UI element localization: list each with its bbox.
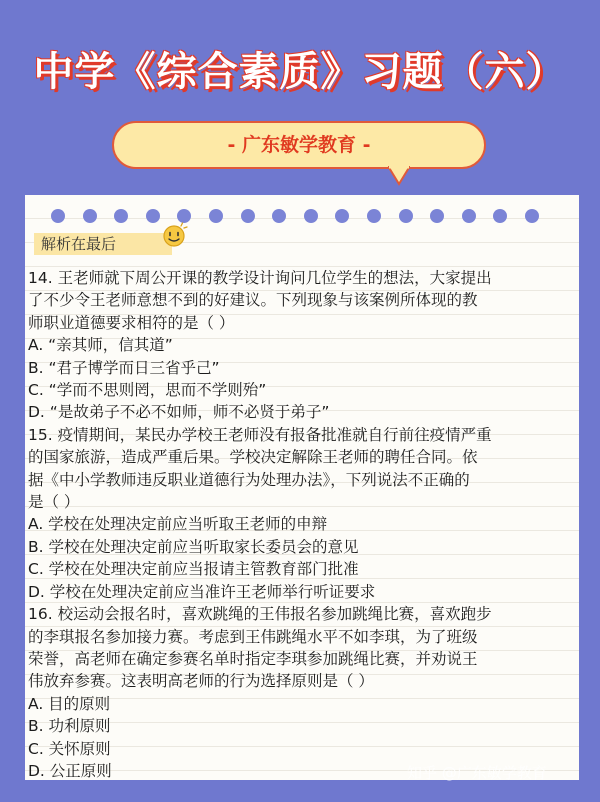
page-title: 中学《综合素质》习题（六） [33, 49, 567, 95]
decor-dot [241, 209, 255, 223]
question-stem-line: 是（ ） [28, 493, 80, 512]
decor-dot [272, 209, 286, 223]
question-stem-line: 的国家旅游，造成严重后果。学校决定解除王老师的聘任合同。依 [28, 448, 478, 467]
answer-option: A. “亲其师，信其道” [28, 336, 173, 355]
answer-option: C. 学校在处理决定前应当报请主管教育部门批准 [28, 560, 359, 579]
decor-dot [209, 209, 223, 223]
question-stem-line: 伟放弃参赛。这表明高老师的行为选择原则是（ ） [28, 672, 374, 691]
decor-dot [399, 209, 413, 223]
decor-dot [525, 209, 539, 223]
answer-option: D. 学校在处理决定前应当准许王老师举行听证要求 [28, 582, 376, 601]
decor-dot [462, 209, 476, 223]
question-stem-line: 的李琪报名参加接力赛。考虑到王伟跳绳水平不如李琪，为了班级 [28, 627, 478, 646]
question-stem-line: 15. 疫情期间，某民办学校王老师没有报备批准就自行前往疫情严重 [28, 425, 492, 444]
answer-option: D. 公正原则 [28, 761, 112, 780]
answer-option: A. 学校在处理决定前应当听取王老师的申辩 [28, 515, 328, 534]
dot-row [51, 209, 551, 223]
question-stem-line: 14. 王老师就下周公开课的教学设计询问几位学生的想法，大家提出 [28, 269, 492, 287]
decor-dot [367, 209, 381, 223]
question-stem-line: 16. 校运动会报名时，喜欢跳绳的王伟报名参加跳绳比赛，喜欢跑步 [28, 605, 492, 624]
question-stem-line: 据《中小学教师违反职业道德行为处理办法》，下列说法不正确的 [28, 470, 470, 489]
question-stem-line: 了不少令王老师意想不到的好建议。下列现象与该案例所体现的教 [28, 291, 478, 310]
answer-option: B. 功利原则 [28, 717, 111, 736]
watermark-text: 知乎 @广东敏学教育 [407, 764, 547, 782]
answer-option: B. 学校在处理决定前应当听取家长委员会的意见 [28, 537, 359, 556]
question-stem-line: 师职业道德要求相符的是（ ） [28, 313, 235, 332]
answer-note-tag: 解析在最后 [34, 233, 172, 255]
question-card [25, 195, 579, 780]
answer-option: C. “学而不思则罔，思而不学则殆” [28, 381, 267, 400]
smiley-icon [159, 221, 189, 251]
decor-dot [83, 209, 97, 223]
decor-dot [335, 209, 349, 223]
brand-banner: - 广东敏学教育 - [112, 121, 486, 169]
answer-option: A. 目的原则 [28, 694, 111, 713]
decor-dot [304, 209, 318, 223]
question-stem-line: 荣誉，高老师在确定参赛名单时指定李琪参加跳绳比赛，并劝说王 [28, 649, 478, 668]
decor-dot [51, 209, 65, 223]
decor-dot [114, 209, 128, 223]
decor-dot [146, 209, 160, 223]
banner-tail-shape [388, 166, 410, 188]
answer-option: D. “是故弟子不必不如师，师不必贤于弟子” [28, 403, 330, 422]
decor-dot [493, 209, 507, 223]
decor-dot [430, 209, 444, 223]
question-list [28, 267, 580, 782]
answer-option: B. “君子博学而日三省乎己” [28, 358, 220, 377]
answer-option: C. 关怀原则 [28, 739, 111, 758]
